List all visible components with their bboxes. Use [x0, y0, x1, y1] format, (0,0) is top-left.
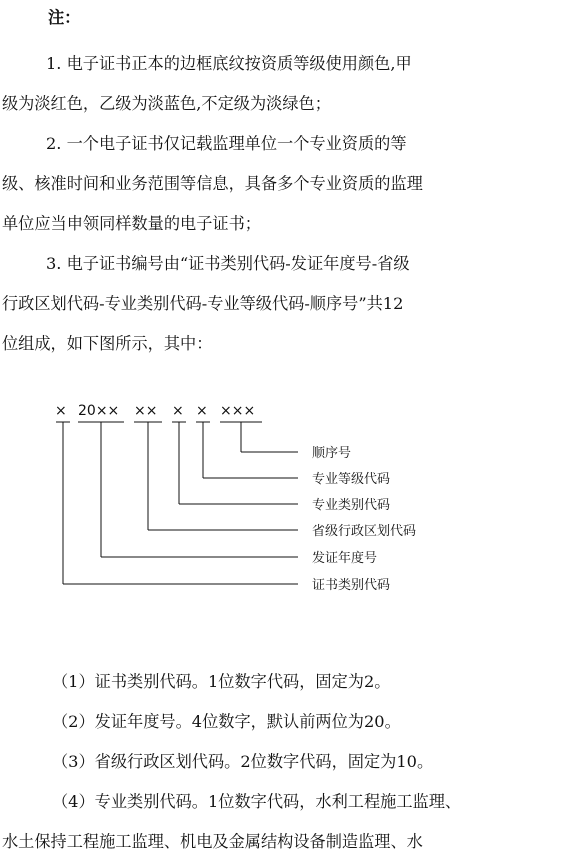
paragraph-2-line-2: 级、核准时间和业务范围等信息，具备多个专业资质的监理 — [2, 174, 423, 193]
paragraph-1-line-2: 级为淡红色，乙级为淡蓝色,不定级为淡绿色； — [2, 94, 331, 113]
item-1: （1）证书类别代码。1位数字代码，固定为2。 — [52, 672, 391, 691]
note-heading: 注： — [48, 8, 81, 27]
certificate-number-diagram — [0, 390, 569, 610]
paragraph-3-line-3: 位组成，如下图所示，其中： — [2, 334, 213, 353]
item-4-line-2: 水土保持工程施工监理、机电及金属结构设备制造监理、水 — [2, 832, 423, 851]
code-segment-category: × — [55, 403, 67, 419]
label-year: 发证年度号 — [312, 551, 378, 566]
paragraph-3-line-1: 3. 电子证书编号由“证书类别代码-发证年度号-省级 — [46, 254, 410, 273]
paragraph-2-line-3: 单位应当申领同样数量的电子证书； — [2, 214, 261, 233]
item-3: （3）省级行政区划代码。2位数字代码，固定为10。 — [52, 752, 434, 771]
code-segment-year: 20×× — [78, 403, 120, 419]
label-major-category: 专业类别代码 — [312, 498, 391, 513]
code-segment-major-category: × — [172, 403, 184, 419]
paragraph-2-line-1: 2. 一个电子证书仅记载监理单位一个专业资质的等 — [46, 134, 407, 153]
label-province: 省级行政区划代码 — [312, 524, 417, 539]
code-segment-sequence: ××× — [220, 403, 256, 419]
paragraph-3-line-2: 行政区划代码-专业类别代码-专业等级代码-顺序号”共12 — [2, 294, 404, 313]
code-segment-major-grade: × — [196, 403, 208, 419]
label-sequence: 顺序号 — [312, 446, 352, 461]
label-major-grade: 专业等级代码 — [312, 472, 391, 487]
paragraph-1-line-1: 1. 电子证书正本的边框底纹按资质等级使用颜色,甲 — [46, 54, 412, 73]
label-category: 证书类别代码 — [312, 578, 391, 593]
code-segment-province: ×× — [134, 403, 158, 419]
item-4-line-1: （4）专业类别代码。1位数字代码，水利工程施工监理、 — [52, 792, 462, 811]
item-2: （2）发证年度号。4位数字，默认前两位为20。 — [52, 712, 401, 731]
